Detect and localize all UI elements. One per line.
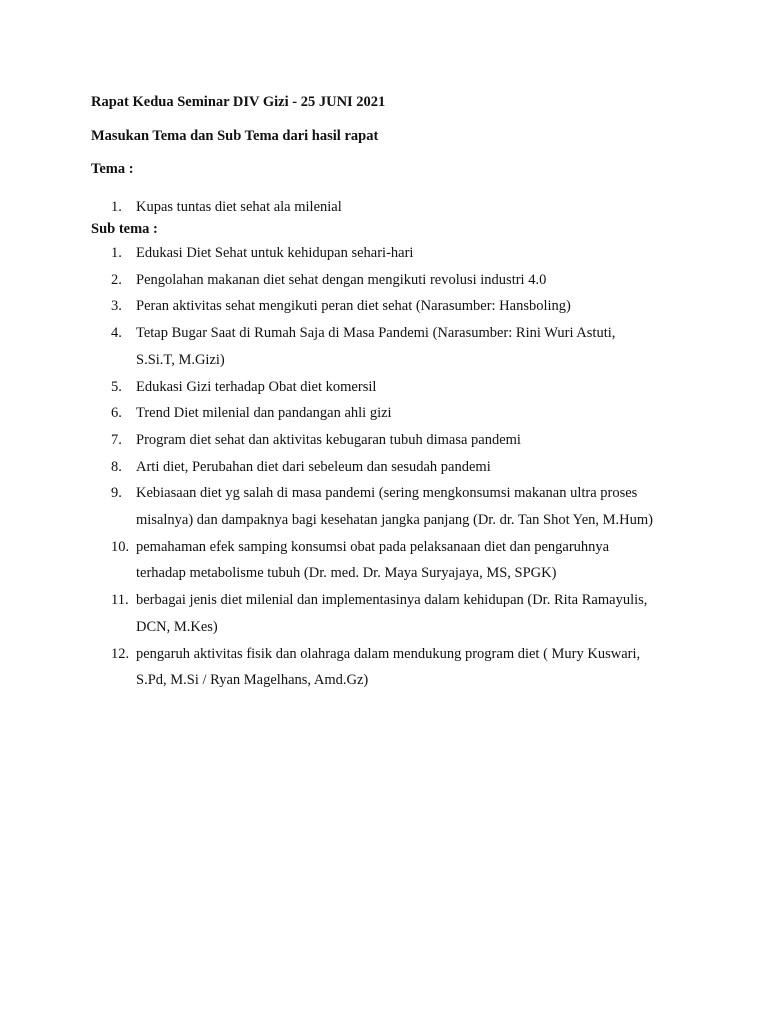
document-title: Rapat Kedua Seminar DIV Gizi - 25 JUNI 2021 [91,94,386,110]
list-item-text: Tetap Bugar Saat di Rumah Saja di Masa Pandemi (Narasumber: Rini Wuri Astuti, [136,325,616,342]
list-number: 5. [111,378,122,395]
list-item [91,400,676,427]
list-number: 6. [111,405,122,422]
list-number: 12. [111,645,130,662]
list-number: 2. [111,271,122,288]
list-item [91,374,676,401]
subtema-list [91,240,676,694]
list-item [91,194,676,221]
list-number: 10. [111,538,130,555]
list-item-text: Arti diet, Perubahan diet dari sebeleum dan sesudah pandemi [136,458,491,475]
list-item-continuation: S.Si.T, M.Gizi) [136,351,225,368]
list-item-continuation: DCN, M.Kes) [136,618,218,635]
document-subtitle: Masukan Tema dan Sub Tema dari hasil rapat [91,128,379,144]
list-item-continuation: terhadap metabolisme tubuh (Dr. med. Dr. Maya Suryajaya, MS, SPGK) [136,565,557,582]
list-number: 11. [111,592,129,609]
list-item [91,267,676,294]
list-number: 1. [111,245,122,261]
list-item [91,641,676,694]
list-item [91,293,676,320]
list-item-text: Kebiasaan diet yg salah di masa pandemi (sering mengkonsumsi makanan ultra proses [136,485,638,502]
tema-heading: Tema : [91,161,134,177]
list-item-continuation: misalnya) dan dampaknya bagi kesehatan jangka panjang (Dr. dr. Tan Shot Yen, M.Hum) [136,512,653,529]
list-item-text: Edukasi Gizi terhadap Obat diet komersil [136,378,377,395]
list-item-text: Kupas tuntas diet sehat ala milenial [136,199,342,215]
list-item-text: berbagai jenis diet milenial dan implementasinya dalam kehidupan (Dr. Rita Ramayulis, [136,592,648,609]
list-item-text: Peran aktivitas sehat mengikuti peran diet sehat (Narasumber: Hansboling) [136,298,571,315]
list-number: 9. [111,485,122,502]
list-number: 7. [111,431,122,448]
list-number: 1. [111,199,122,215]
list-item-text: Program diet sehat dan aktivitas kebugaran tubuh dimasa pandemi [136,431,521,448]
list-item-text: Trend Diet milenial dan pandangan ahli gizi [136,405,392,422]
tema-list [91,194,676,221]
subtema-heading: Sub tema : [91,221,158,237]
list-item-text: Edukasi Diet Sehat untuk kehidupan sehari-hari [136,245,414,261]
list-item-text: Pengolahan makanan diet sehat dengan mengikuti revolusi industri 4.0 [136,271,547,288]
list-number: 3. [111,298,122,315]
list-number: 8. [111,458,122,475]
list-item-text: pengaruh aktivitas fisik dan olahraga dalam mendukung program diet ( Mury Kuswari, [136,645,641,662]
list-number: 4. [111,325,122,342]
list-item [91,480,676,533]
list-item [91,454,676,481]
list-item-text: pemahaman efek samping konsumsi obat pada pelaksanaan diet dan pengaruhnya [136,538,610,555]
list-item [91,240,676,267]
list-item-continuation: S.Pd, M.Si / Ryan Magelhans, Amd.Gz) [136,672,369,689]
list-item [91,427,676,454]
list-item [91,320,676,373]
list-item [91,534,676,587]
list-item [91,587,676,640]
